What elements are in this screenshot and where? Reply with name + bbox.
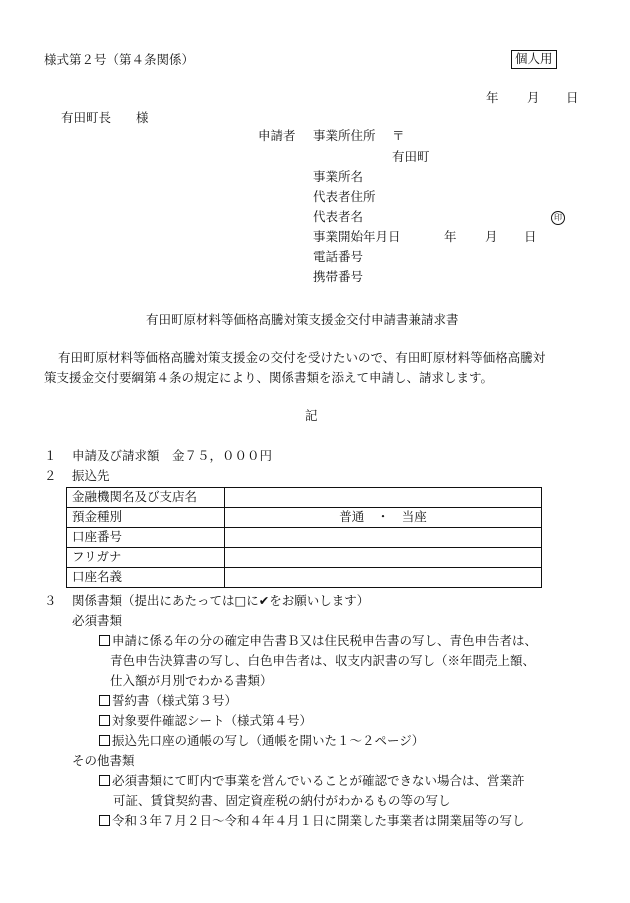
checkbox[interactable]	[99, 735, 110, 746]
start-day-label: 日	[524, 229, 537, 244]
bank-name-label: 金融機関名及び支店名	[67, 488, 225, 508]
transfer-destination-label: 振込先	[72, 468, 110, 483]
checkbox[interactable]	[99, 715, 110, 726]
furigana-value[interactable]	[225, 548, 542, 568]
phone-label: 電話番号	[313, 249, 364, 264]
req-doc-1-line-3: 仕入額が月別でわかる書類）	[110, 673, 273, 688]
other-documents-heading: その他書類	[72, 753, 135, 768]
date-month-label: 月	[527, 90, 540, 105]
checkbox[interactable]	[99, 815, 110, 826]
deposit-type-label: 預金種別	[67, 508, 225, 528]
account-holder-value[interactable]	[225, 568, 542, 588]
other-doc-2: 令和３年７月２日～令和４年４月１日に開業した事業者は開業届等の写し	[99, 815, 525, 828]
table-row	[67, 548, 542, 568]
business-address-label: 事業所住所	[313, 128, 376, 143]
form-number: 様式第２号（第４条関係）	[44, 52, 195, 67]
town-name: 有田町	[392, 149, 430, 164]
bank-account-table	[66, 487, 542, 588]
applicant-label: 申請者	[258, 128, 296, 143]
start-year-label: 年	[444, 229, 457, 244]
ki-heading: 記	[305, 408, 318, 423]
table-row	[67, 508, 542, 528]
date-day-label: 日	[566, 90, 579, 105]
item-2-number: ２	[44, 468, 57, 483]
deposit-type-value[interactable]: 普通 ・ 当座	[225, 508, 542, 528]
req-doc-4: 振込先口座の通帳の写し（通帳を開いた１～２ページ）	[99, 735, 424, 748]
checkbox[interactable]	[99, 695, 110, 706]
postal-mark: 〒	[392, 128, 405, 143]
personal-use-badge: 個人用	[511, 50, 557, 69]
table-row	[67, 528, 542, 548]
other-doc-1-line-2: 可証、賃貸契約書、固定資産税の納付がわかるもの等の写し	[113, 793, 451, 808]
checkbox[interactable]	[99, 775, 110, 786]
representative-address-label: 代表者住所	[313, 189, 376, 204]
item-1-number: １	[44, 448, 57, 463]
req-doc-3: 対象要件確認シート（様式第４号）	[99, 715, 312, 728]
item-3-number: ３	[44, 593, 57, 608]
furigana-label: フリガナ	[67, 548, 225, 568]
table-row	[67, 488, 542, 508]
mobile-label: 携帯番号	[313, 269, 364, 284]
date-year-label: 年	[486, 90, 499, 105]
request-amount: 申請及び請求額 金７５，０００円	[72, 448, 273, 463]
addressee: 有田町長 様	[61, 110, 149, 125]
account-number-label: 口座番号	[67, 528, 225, 548]
seal-icon: 印	[551, 210, 565, 225]
checkbox[interactable]	[99, 635, 110, 646]
business-start-date-label: 事業開始年月日	[313, 229, 401, 244]
account-holder-label: 口座名義	[67, 568, 225, 588]
required-documents-heading: 必須書類	[72, 613, 123, 628]
req-doc-1-line-2: 青色申告決算書の写し、白色申告者は、収支内訳書の写し（※年間売上額、	[110, 653, 536, 668]
body-line-2: 策支援金交付要綱第４条の規定により、関係書類を添えて申請し、請求します。	[44, 370, 494, 385]
document-title: 有田町原材料等価格高騰対策支援金交付申請書兼請求書	[146, 312, 459, 327]
req-doc-2: 誓約書（様式第３号）	[99, 695, 237, 708]
body-line-1: 有田町原材料等価格高騰対策支援金の交付を受けたいので、有田町原材料等価格高騰対	[58, 350, 546, 365]
other-doc-1: 必須書類にて町内で事業を営んでいることが確認できない場合は、営業許	[99, 775, 525, 788]
representative-name-label: 代表者名	[313, 209, 364, 224]
account-number-value[interactable]	[225, 528, 542, 548]
related-documents-label: 関係書類（提出にあたっては□に✔をお願いします）	[72, 593, 370, 608]
bank-name-value[interactable]	[225, 488, 542, 508]
table-row	[67, 568, 542, 588]
business-name-label: 事業所名	[313, 169, 364, 184]
req-doc-1: 申請に係る年の分の確定申告書Ｂ又は住民税申告書の写し、青色申告者は、	[99, 635, 537, 648]
start-month-label: 月	[485, 229, 498, 244]
